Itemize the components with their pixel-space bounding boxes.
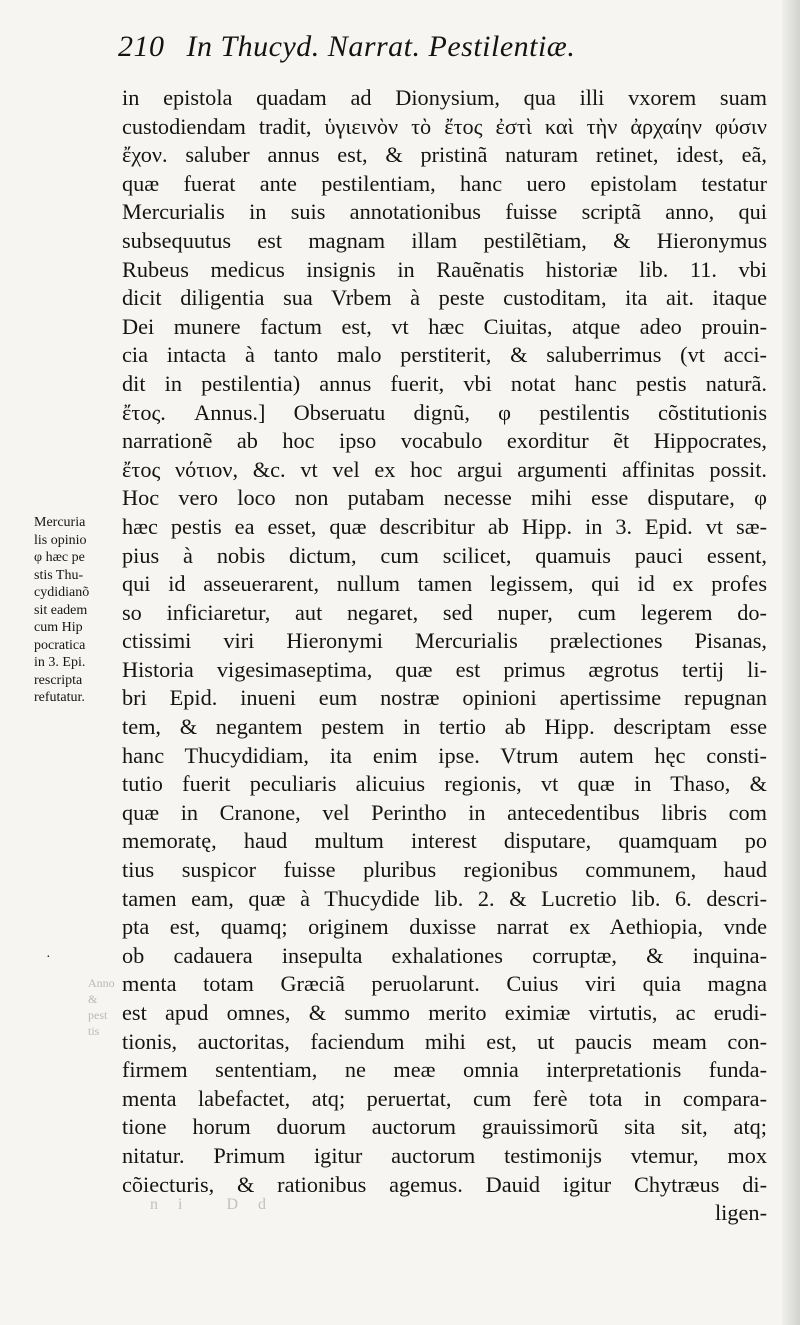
text-line: narrationẽ ab hoc ipso vocabulo exorditur ẽt Hippocrates, bbox=[122, 428, 767, 454]
text-line: ἔχον. saluber annus est, & pristinã naturam retinet, idest, eã, bbox=[122, 142, 767, 168]
text-line: dit in pestilentia) annus fuerit, vbi notat hanc pestis naturã. bbox=[122, 370, 767, 396]
body-text bbox=[122, 84, 767, 1228]
text-line: tamen eam, quæ à Thucydide lib. 2. & Lucretio lib. 6. descri- bbox=[122, 885, 767, 911]
text-line: cõiecturis, & rationibus agemus. Dauid igitur Chytræus di- bbox=[122, 1171, 767, 1197]
text-line: memoratę, haud multum interest disputare, quamquam po bbox=[122, 828, 767, 854]
text-line: est apud omnes, & summo merito eximiæ virtutis, ac erudi- bbox=[122, 1000, 767, 1025]
text-line: menta labefactet, atq; peruertat, cum ferè tota in compara- bbox=[122, 1085, 767, 1111]
text-line: in epistola quadam ad Dionysium, qua illi vxorem suam bbox=[122, 85, 767, 110]
text-line: Rubeus medicus insignis in Rauẽnatis historiæ lib. 11. vbi bbox=[122, 256, 767, 282]
margin-note-line: cydidianõ bbox=[34, 585, 90, 600]
text-line: nitatur. Primum igitur auctorum testimonijs vtemur, mox bbox=[122, 1142, 767, 1168]
running-header bbox=[118, 30, 758, 64]
ink-speck: · bbox=[46, 950, 51, 965]
text-line: quæ in Cranone, vel Perintho in antecedentibus libris com bbox=[122, 799, 767, 825]
text-line: qui id asseuerarent, nullum tamen legissem, qui id ex profes bbox=[122, 571, 767, 597]
text-line: ob cadauera insepulta exhalationes corruptæ, & inquina- bbox=[122, 942, 767, 968]
text-line: tius suspicor fuisse pluribus regionibus communem, haud bbox=[122, 857, 767, 883]
text-line: dicit diligentia sua Vrbem à peste custoditam, ita ait. itaque bbox=[122, 285, 767, 311]
text-line: tione horum duorum auctorum grauissimorũ sita sit, atq; bbox=[122, 1114, 767, 1140]
text-line: Hoc vero loco non putabam necesse mihi esse disputare, φ bbox=[122, 485, 767, 511]
text-line: bri Epid. inueni eum nostræ opinioni apertissime repugnan bbox=[122, 685, 767, 711]
text-line: ctissimi viri Hieronymi Mercurialis prælectiones Pisanas, bbox=[122, 628, 767, 654]
text-line: pius à nobis dictum, cum scilicet, quamuis pauci essent, bbox=[122, 542, 767, 568]
margin-note-line: pocratica bbox=[34, 637, 86, 653]
margin-note-line: refutatur. bbox=[34, 690, 85, 705]
margin-note-line: sit eadem bbox=[34, 602, 88, 618]
text-line: Mercurialis in suis annotationibus fuisse scriptã anno, qui bbox=[122, 199, 767, 225]
text-line: ligen- bbox=[714, 1200, 767, 1226]
show-through-signature: ni Dd bbox=[150, 1196, 286, 1213]
text-line: pta est, quamq; originem duxisse narrat ex Aethiopia, vnde bbox=[122, 914, 767, 940]
text-line: quæ fuerat ante pestilentiam, hanc uero epistolam testatur bbox=[122, 170, 767, 196]
text-line: hanc Thucydidiam, ita enim ipse. Vtrum autem hęc consti- bbox=[122, 742, 767, 768]
margin-note-line: φ hæc pe bbox=[34, 550, 85, 565]
text-line: tem, & negantem pestem in tertio ab Hipp. descriptam esse bbox=[122, 714, 767, 740]
margin-note bbox=[34, 514, 120, 707]
margin-note-line: rescripta bbox=[34, 672, 83, 688]
text-line: cia intacta à tanto malo perstiterit, & saluberrimus (vt acci- bbox=[122, 342, 767, 368]
margin-note-line: Mercuria bbox=[34, 515, 86, 530]
text-line: custodiendam tradit, ὑγιεινὸν τὸ ἔτος ἐστὶ καὶ τὴν ἀρχαίην φύσιν bbox=[122, 113, 767, 139]
margin-note-line: stis Thu- bbox=[34, 567, 84, 583]
text-line: so inficiaretur, aut negaret, sed nuper, cum legerem do- bbox=[122, 599, 767, 625]
text-line: hæc pestis ea esset, quæ describitur ab Hipp. in 3. Epid. vt sæ- bbox=[122, 513, 767, 539]
text-line: menta totam Græciã peruolarunt. Cuius viri quia magna bbox=[122, 971, 767, 997]
text-line: Dei munere factum est, vt hæc Ciuitas, atque adeo prouin- bbox=[122, 313, 767, 339]
text-line: Historia vigesimaseptima, quæ est primus ægrotus tertij li- bbox=[122, 656, 767, 682]
text-line: tutio fuerit peculiaris alicuius regionis, vt quæ in Thaso, & bbox=[122, 771, 767, 797]
text-line: firmem sententiam, ne meæ omnia interpretationis funda- bbox=[122, 1057, 767, 1083]
page-number: 210 bbox=[118, 30, 165, 63]
text-line: ἔτος νότιον, &c. vt vel ex hoc argui argumenti affinitas possit. bbox=[122, 456, 767, 482]
margin-note-line: lis opinio bbox=[34, 532, 87, 548]
text-line: tionis, auctoritas, faciendum mihi est, ut paucis meam con- bbox=[122, 1028, 767, 1054]
running-title: In Thucyd. Narrat. Pestilentiæ. bbox=[186, 30, 576, 63]
show-through-text: Anno & pest tis bbox=[88, 976, 115, 1038]
page-edge-shadow bbox=[782, 0, 800, 1325]
text-line: ἔτος. Annus.] Obseruatu dignũ, φ pestilentis cõstitutionis bbox=[122, 399, 767, 425]
text-line: subsequutus est magnam illam pestilẽtiam, & Hieronymus bbox=[122, 227, 767, 253]
margin-note-line: cum Hip bbox=[34, 620, 83, 635]
margin-note-line: in 3. Epi. bbox=[34, 655, 86, 670]
